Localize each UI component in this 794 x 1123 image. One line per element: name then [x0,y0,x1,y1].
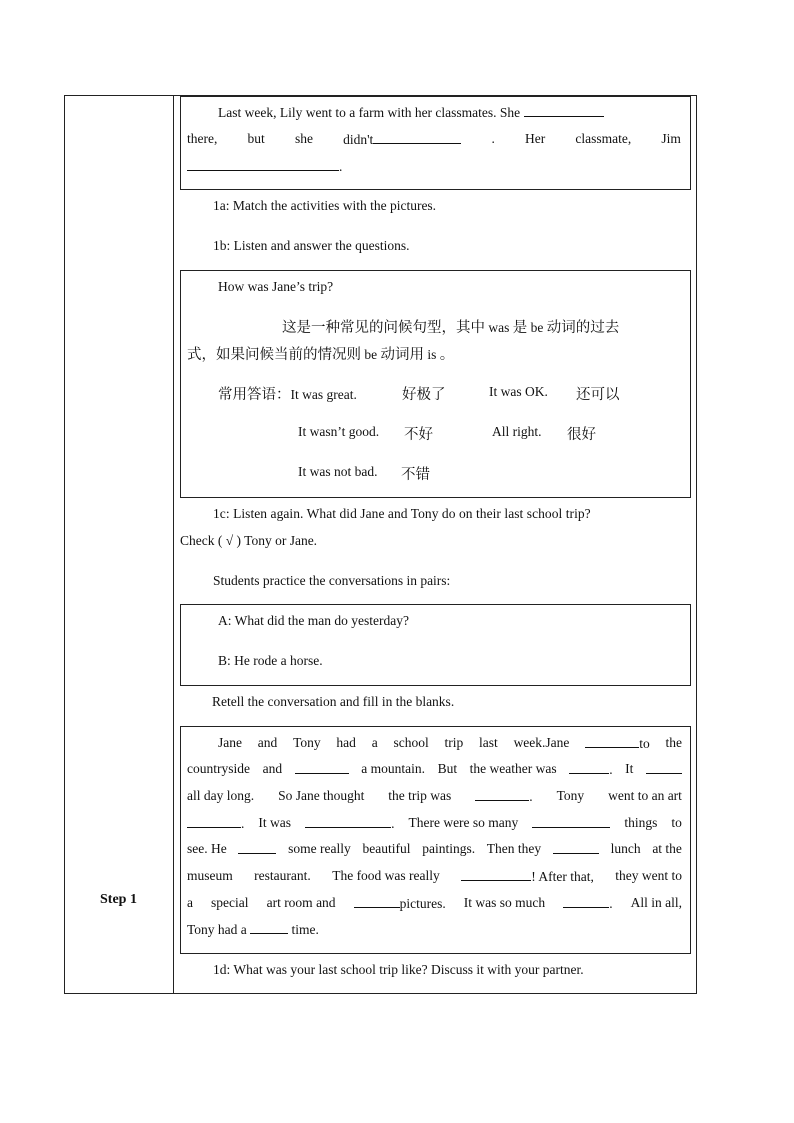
blank[interactable] [187,815,241,828]
answer-ok-en: It was OK. [489,384,548,399]
fill-line-7: a special art room and pictures. It was so much . All in all, [187,895,682,911]
blank[interactable] [585,735,639,748]
summary-line-3: . [187,158,342,175]
blank[interactable] [295,761,349,774]
blank[interactable] [532,815,610,828]
conversation-b: B: He rode a horse. [218,653,323,668]
explain-line-2: 式，如果问候当前的情况则 be 动词用 is 。 [187,347,455,363]
answer-great-cn: 好极了 [402,387,446,403]
blank[interactable] [524,104,604,117]
answer-not-good-en: It wasn’t good. [298,424,380,439]
fill-line-6: museum restaurant. The food was really ! After that, they went to [187,868,682,884]
answers-row-1: 常用答语：It was great. [218,387,357,403]
blank[interactable] [354,895,400,908]
trip-question: How was Jane’s trip? [218,279,334,294]
blank[interactable] [563,895,609,908]
fill-line-4: . It was . There were so many things to [187,815,682,832]
blank[interactable] [187,158,339,171]
task-1d: 1d: What was your last school trip like? Discuss it with your partner. [213,962,584,977]
fill-line-3: all day long. So Jane thought the trip was . Tony went to an art [187,788,682,804]
answer-not-good-cn: 不好 [404,427,433,443]
task-1c-line-2: Check ( √ ) Tony or Jane. [180,533,318,548]
explain-line-1: 这是一种常见的问候句型，其中 was 是 be 动词的过去 [282,320,620,336]
blank[interactable] [461,868,531,881]
answer-not-bad-en: It was not bad. [298,464,378,479]
task-1c-line-1: 1c: Listen again. What did Jane and Tony do on their last school trip? [213,506,591,521]
task-1a: 1a: Match the activities with the pictures. [213,198,437,213]
task-1b: 1b: Listen and answer the questions. [213,238,410,253]
blank[interactable] [305,815,391,828]
answer-all-right-en: All right. [492,424,542,439]
summary-line-2: there, but she didn't . Her classmate, Jim [187,131,681,147]
answer-not-bad-cn: 不错 [401,467,430,483]
answer-all-right-cn: 很好 [567,427,596,443]
summary-line-1: Last week, Lily went to a farm with her classmates. She [218,104,604,121]
answer-ok-cn: 还可以 [576,387,620,403]
step-label: Step 1 [100,892,137,907]
fill-line-2: countryside and a mountain. But the weather was . It [187,761,682,778]
blank[interactable] [646,761,682,774]
blank[interactable] [475,788,529,801]
conversation-a: A: What did the man do yesterday? [218,613,409,628]
blank[interactable] [373,131,461,144]
blank[interactable] [250,921,288,934]
retell-instruction: Retell the conversation and fill in the blanks. [212,694,455,709]
practice-instruction: Students practice the conversations in pairs: [213,573,451,588]
fill-line-1: Jane and Tony had a school trip last week.Jane to the [218,735,682,751]
blank[interactable] [238,841,276,854]
fill-line-5: see. He some really beautiful paintings. Then they lunch at the [187,841,682,856]
fill-line-8: Tony had a time. [187,922,319,937]
column-divider [173,95,174,994]
blank[interactable] [553,841,599,854]
blank[interactable] [569,761,609,774]
